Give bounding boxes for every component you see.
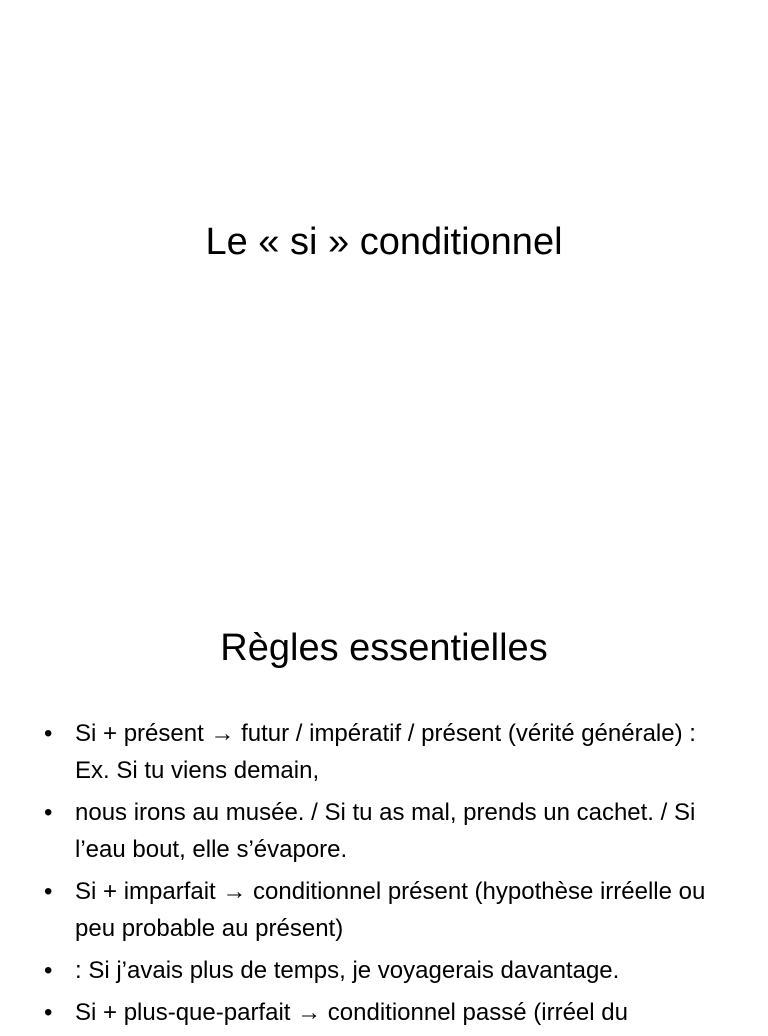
list-item-text: Si + présent → futur / impératif / présent (vérité générale) : Ex. Si tu viens demain, (75, 720, 696, 784)
list-item-text: Si + imparfait → conditionnel présent (hypothèse irréelle ou peu probable au présent) (75, 878, 706, 942)
bullet-icon: • (44, 999, 53, 1026)
slide-title: Le « si » conditionnel (205, 221, 563, 263)
rules-slide (0, 560, 768, 1024)
list-item (44, 794, 734, 868)
list-item-text: : Si j’avais plus de temps, je voyagerais davantage. (75, 957, 620, 984)
list-item (44, 994, 734, 1031)
list-item-text: nous irons au musée. / Si tu as mal, prends un cachet. / Si l’eau bout, elle s’évapore. (75, 799, 696, 863)
bullet-icon: • (44, 720, 53, 747)
list-item (44, 952, 734, 989)
list-item-text: Si + plus-que-parfait → conditionnel passé (irréel du (75, 999, 628, 1026)
bullet-icon: • (44, 799, 53, 826)
slide-title: Règles essentielles (220, 627, 548, 669)
bullet-list (44, 715, 734, 1036)
bullet-icon: • (44, 957, 53, 984)
list-item (44, 715, 734, 789)
bullet-icon: • (44, 878, 53, 905)
list-item (44, 873, 734, 947)
